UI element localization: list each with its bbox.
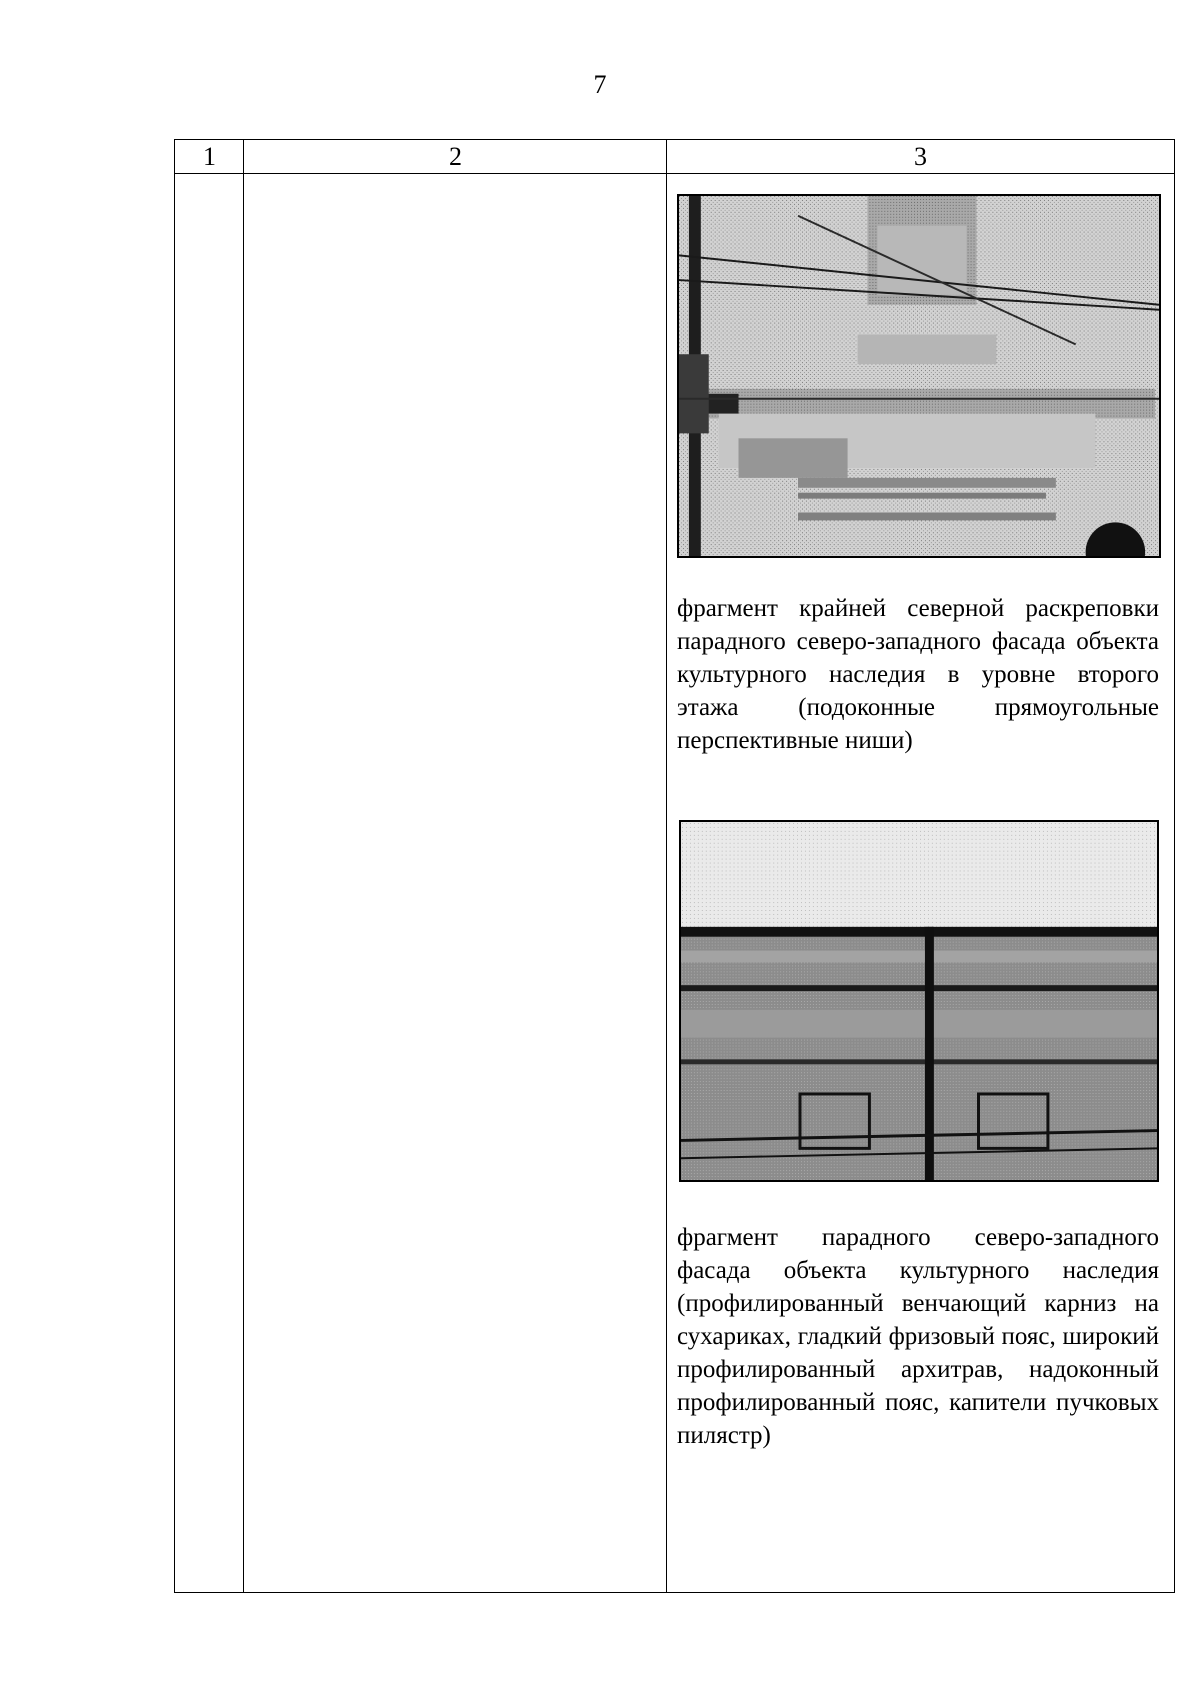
column-divider-1: [243, 140, 244, 1592]
facade-photo-1: [677, 194, 1161, 558]
table-header-col-1: 1: [175, 140, 244, 174]
photo-2-caption: фрагмент парадного северо-западного фасада объекта культурного наследия (профилированный венчающий карниз на сухариках, гладкий фризовый пояс, широкий профилированный архитрав, надоконный профилированный пояс, капители пучковых пилястр): [677, 1224, 1159, 1449]
photo-1-caption: фрагмент крайней северной раскреповки парадного северо-западного фасада объекта культурного наследия в уровне второго этажа (подоконные прямоугольные перспективные ниши): [677, 595, 1159, 754]
facade-photo-1-image: [679, 196, 1159, 556]
table-header-col-3: 3: [667, 140, 1174, 174]
column-divider-2: [666, 140, 667, 1592]
table-header-col-2: 2: [244, 140, 667, 174]
facade-photo-2-image: [681, 822, 1157, 1180]
page-number: 7: [593, 70, 607, 99]
facade-photo-2: [679, 820, 1159, 1182]
